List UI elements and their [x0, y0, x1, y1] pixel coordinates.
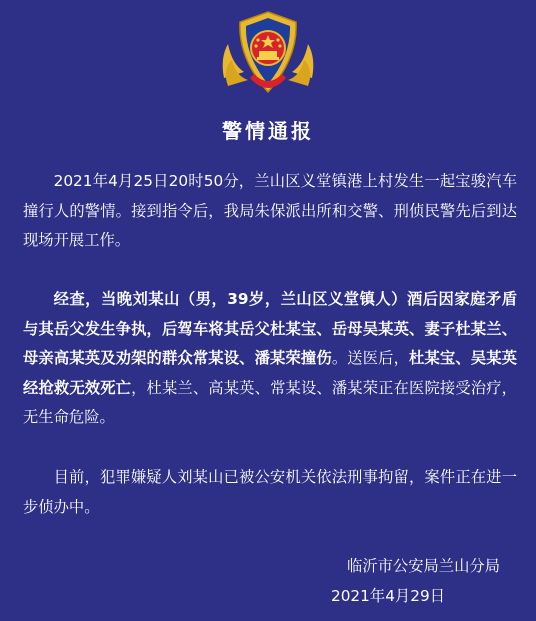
page-title: 警情通报 [222, 119, 314, 143]
police-emblem-icon [218, 8, 318, 100]
investigation-bold-text-2: 杜某宝、吴某英经抢救无效死亡 [23, 349, 517, 397]
paragraph-incident: 2021年4月25日20时50分，兰山区义堂镇港上村发生一起宝骏汽车撞行人的警情。接到指令后，我局朱保派出所和交警、刑侦民警先后到达现场开展工作。 [23, 172, 517, 249]
investigation-mid-text: 。送医后， [331, 349, 410, 367]
investigation-end-text: ，杜某兰、高某英、常某设、潘某荣正在医院接受治疗，无生命危险。 [23, 378, 517, 426]
paragraph-investigation [23, 285, 517, 433]
investigation-bold-text: 经查，当晚刘某山（男，39岁，兰山区义堂镇人）酒后因家庭矛盾与其岳父发生争执，后驾车将其岳父杜某宝、岳母吴某英、妻子杜某兰、母亲高某英及劝架的群众常某设、潘某荣撞伤 [23, 290, 517, 367]
paragraph-status: 目前，犯罪嫌疑人刘某山已被公安机关依法刑事拘留，案件正在进一步侦办中。 [23, 468, 517, 516]
signature-date: 2021年4月29日 [330, 587, 445, 605]
signature-org: 临沂市公安局兰山分局 [347, 557, 500, 575]
